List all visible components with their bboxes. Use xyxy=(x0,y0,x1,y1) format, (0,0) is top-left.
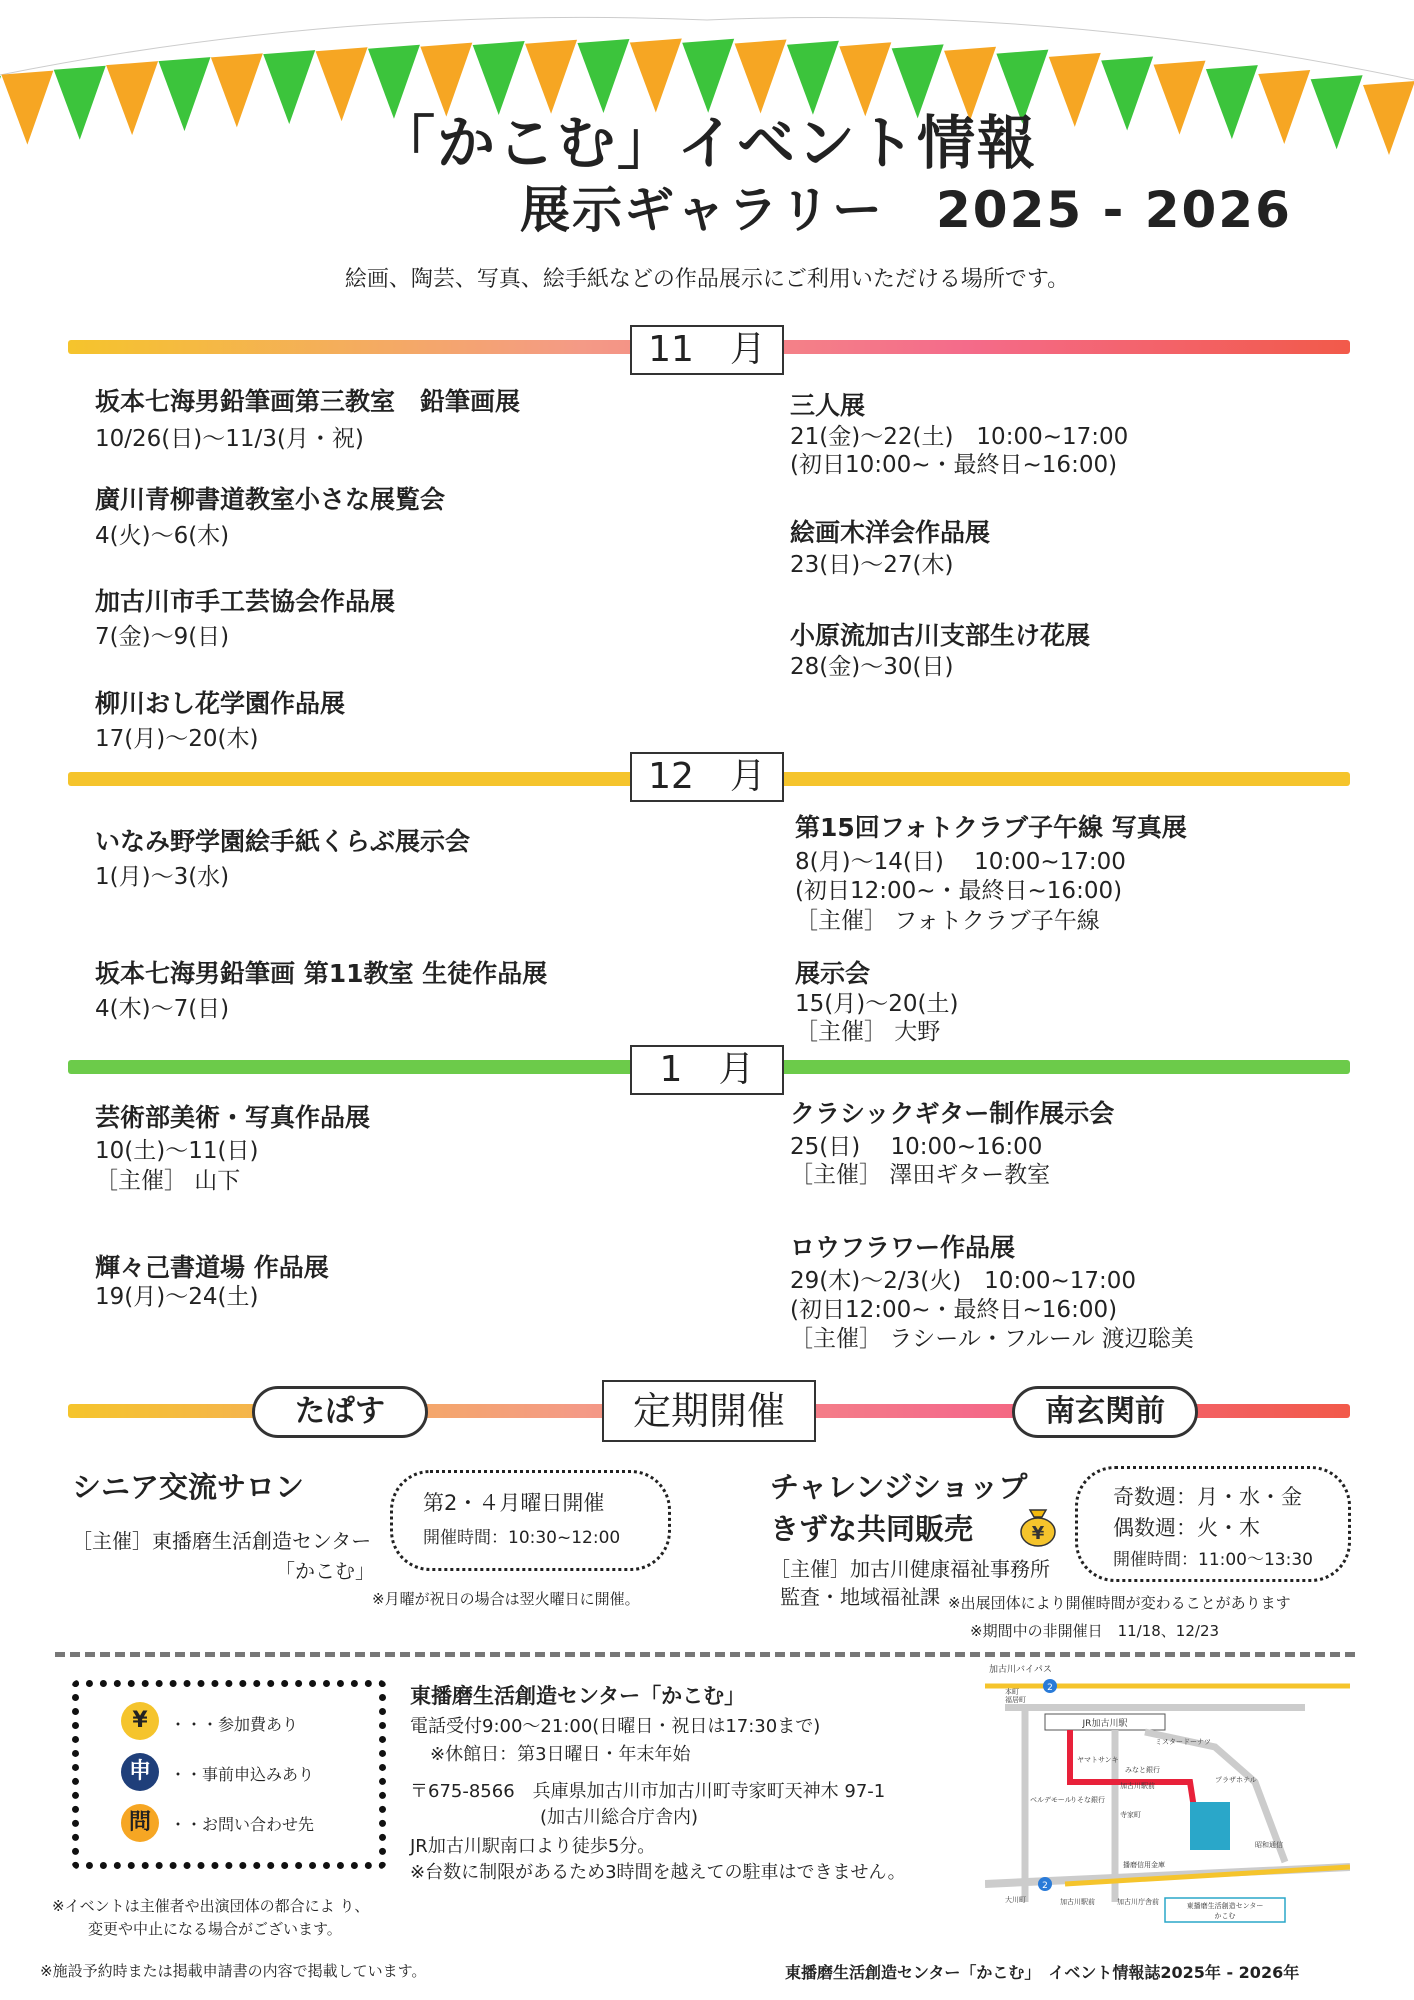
svg-text:ミスタードーナツ: ミスタードーナツ xyxy=(1155,1738,1211,1746)
event-title: 絵画木洋会作品展 xyxy=(790,518,991,547)
application-icon: 申 xyxy=(121,1753,159,1791)
svg-text:寺家町: 寺家町 xyxy=(1120,1811,1141,1819)
event-title: 廣川青柳書道教室小さな展覧会 xyxy=(95,485,446,514)
event-date: 19(月)～24(土) xyxy=(95,1284,259,1310)
shop-schedule-hours: 開催時間：11:00～13:30 xyxy=(1113,1550,1313,1570)
svg-text:プラザホテル: プラザホテル xyxy=(1215,1776,1257,1784)
event-title: 三人展 xyxy=(790,391,866,420)
center-closed: ※休館日：第3日曜日・年末年始 xyxy=(430,1744,691,1765)
money-bag-yen-icon xyxy=(1015,1502,1061,1548)
event-organizer: ［主催］ 澤田ギター教室 xyxy=(790,1162,1051,1188)
salon-schedule-hours: 開催時間：10:30~12:00 xyxy=(423,1528,621,1548)
month-label-dec: 12 月 xyxy=(630,752,784,802)
event-title: 展示会 xyxy=(795,959,871,988)
event-date: 7(金)～9(日) xyxy=(95,624,230,650)
event-title: クラシックギター制作展示会 xyxy=(790,1099,1115,1128)
event-title: 坂本七海男鉛筆画 第11教室 生徒作品展 xyxy=(95,959,548,988)
event-date: 10/26(日)～11/3(月・祝) xyxy=(95,426,364,452)
svg-text:ヤマトサンキ: ヤマトサンキ xyxy=(1077,1756,1119,1764)
footer-note: 変更や中止になる場合がございます。 xyxy=(88,1920,342,1938)
event-date: 25(日) 10:00~16:00 xyxy=(790,1134,1043,1160)
legend-inquiry-text: ・・お問い合わせ先 xyxy=(170,1815,315,1834)
svg-text:加古川庁舎前: 加古川庁舎前 xyxy=(1117,1898,1159,1906)
svg-text:JR加古川駅: JR加古川駅 xyxy=(1082,1719,1128,1729)
svg-text:ベルデモール: ベルデモール xyxy=(1030,1796,1072,1804)
center-address: (加古川総合庁舎内) xyxy=(540,1807,699,1828)
page-subtitle: 展示ギャラリー 2025 - 2026 xyxy=(520,181,1292,239)
month-label-nov: 11 月 xyxy=(630,325,784,375)
shop-schedule-box xyxy=(1075,1466,1351,1582)
event-title: 小原流加古川支部生け花展 xyxy=(790,621,1091,650)
event-date: 15(月)～20(土) xyxy=(795,991,959,1017)
svg-text:加古川駅前: 加古川駅前 xyxy=(1120,1782,1155,1790)
event-organizer: ［主催］ 山下 xyxy=(95,1168,241,1194)
event-date: 17(月)～20(木) xyxy=(95,726,259,752)
event-date: 21(金)～22(土) 10:00~17:00 xyxy=(790,424,1129,450)
event-hours: (初日10:00~・最終日~16:00) xyxy=(790,452,1118,478)
event-title: ロウフラワー作品展 xyxy=(790,1233,1016,1262)
svg-text:みなと銀行: みなと銀行 xyxy=(1125,1766,1160,1774)
svg-text:かこむ: かこむ xyxy=(1214,1912,1236,1920)
event-date: 4(火)～6(木) xyxy=(95,523,230,549)
event-date: 1(月)～3(水) xyxy=(95,864,230,890)
footer-note: ※イベントは主催者や出演団体の都合によ り、 xyxy=(52,1897,370,1915)
svg-text:2: 2 xyxy=(1047,1683,1053,1693)
salon-schedule-box xyxy=(390,1470,671,1571)
event-date: 8(月)～14(日) 10:00~17:00 xyxy=(795,849,1126,875)
event-date: 29(木)～2/3(火) 10:00~17:00 xyxy=(790,1268,1137,1294)
svg-text:東播磨生活創造センター: 東播磨生活創造センター xyxy=(1186,1902,1264,1910)
shop-title: チャレンジショップ xyxy=(770,1470,1028,1504)
inquiry-icon: 問 xyxy=(121,1804,159,1842)
event-hours: (初日12:00~・最終日~16:00) xyxy=(795,878,1123,904)
footer-credit: 東播磨生活創造センター「かこむ」 イベント情報誌2025年 - 2026年 xyxy=(785,1963,1300,1982)
center-parking: ※台数に制限があるため3時間を越えての駐車はできません。 xyxy=(410,1862,906,1883)
event-title: 加古川市手工芸協会作品展 xyxy=(95,587,396,616)
event-hours: (初日12:00~・最終日~16:00) xyxy=(790,1297,1118,1323)
salon-note: ※月曜が祝日の場合は翌火曜日に開催。 xyxy=(372,1590,640,1608)
tapas-label: たぱす xyxy=(252,1386,428,1438)
shop-note: ※期間中の非開催日 11/18、12/23 xyxy=(970,1622,1220,1640)
event-title: 柳川おし花学園作品展 xyxy=(95,689,346,718)
event-title: いなみ野学園絵手紙くらぶ展示会 xyxy=(95,827,471,856)
shop-title: きずな共同販売 xyxy=(770,1512,974,1546)
event-date: 23(日)～27(木) xyxy=(790,552,954,578)
salon-organizer: ［主催］東播磨生活創造センター xyxy=(72,1529,372,1553)
event-title: 第15回フォトクラブ子午線 写真展 xyxy=(795,813,1187,842)
month-label-jan: 1 月 xyxy=(630,1045,784,1095)
svg-text:加古川バイパス: 加古川バイパス xyxy=(989,1665,1052,1675)
shop-note: ※出展団体により開催時間が変わることがあります xyxy=(948,1594,1291,1612)
event-organizer: ［主催］ 大野 xyxy=(795,1019,941,1045)
legend-fee-text: ・・・参加費あり xyxy=(170,1715,299,1734)
svg-text:播磨信用金庫: 播磨信用金庫 xyxy=(1123,1861,1165,1869)
event-title: 坂本七海男鉛筆画第三教室 鉛筆画展 xyxy=(95,387,521,416)
regular-heading: 定期開催 xyxy=(602,1380,816,1442)
legend-application-text: ・・事前申込みあり xyxy=(170,1765,315,1784)
shop-schedule-odd: 奇数週：月・水・金 xyxy=(1113,1485,1302,1509)
svg-text:加古川駅前: 加古川駅前 xyxy=(1060,1898,1095,1906)
page-description: 絵画、陶芸、写真、絵手紙などの作品展示にご利用いただける場所です。 xyxy=(344,267,1070,292)
event-title: 輝々己書道場 作品展 xyxy=(95,1253,329,1282)
svg-text:2: 2 xyxy=(1042,1881,1048,1891)
fee-icon: ¥ xyxy=(121,1702,159,1740)
svg-text:昭和通信: 昭和通信 xyxy=(1255,1841,1283,1849)
svg-text:大川町: 大川町 xyxy=(1005,1896,1026,1904)
footer-note: ※施設予約時または掲載申請書の内容で掲載しています。 xyxy=(40,1962,427,1980)
event-date: 10(土)～11(日) xyxy=(95,1138,259,1164)
svg-text:本町: 本町 xyxy=(1005,1688,1019,1696)
footer-separator xyxy=(55,1652,1355,1657)
svg-text:¥: ¥ xyxy=(1031,1523,1045,1544)
event-date: 28(金)～30(日) xyxy=(790,654,954,680)
salon-schedule-days: 第2・４月曜日開催 xyxy=(423,1491,605,1515)
shop-organizer: ［主催］加古川健康福祉事務所 xyxy=(770,1557,1050,1581)
shop-organizer: 監査・地域福祉課 xyxy=(780,1585,940,1609)
svg-text:福居町: 福居町 xyxy=(1005,1696,1026,1704)
svg-text:りそな銀行: りそな銀行 xyxy=(1070,1796,1105,1804)
south-entrance-label: 南玄関前 xyxy=(1012,1386,1198,1438)
event-date: 4(木)～7(日) xyxy=(95,996,230,1022)
center-name: 東播磨生活創造センター「かこむ」 xyxy=(410,1684,746,1708)
event-title: 芸術部美術・写真作品展 xyxy=(95,1103,371,1132)
page-title: 「かこむ」イベント情報 xyxy=(376,109,1037,177)
shop-schedule-even: 偶数週：火・木 xyxy=(1113,1516,1260,1540)
center-address: 〒675-8566 兵庫県加古川市加古川町寺家町天神木 97-1 xyxy=(410,1781,886,1802)
center-access: JR加古川駅南口より徒歩5分。 xyxy=(410,1836,656,1857)
salon-organizer: 「かこむ」 xyxy=(275,1559,375,1583)
center-phone: 電話受付9:00～21:00(日曜日・祝日は17:30まで) xyxy=(410,1716,821,1737)
salon-title: シニア交流サロン xyxy=(72,1470,305,1504)
access-map xyxy=(985,1662,1350,1927)
event-organizer: ［主催］ フォトクラブ子午線 xyxy=(795,908,1100,934)
event-organizer: ［主催］ ラシール・フルール 渡辺聡美 xyxy=(790,1326,1194,1352)
